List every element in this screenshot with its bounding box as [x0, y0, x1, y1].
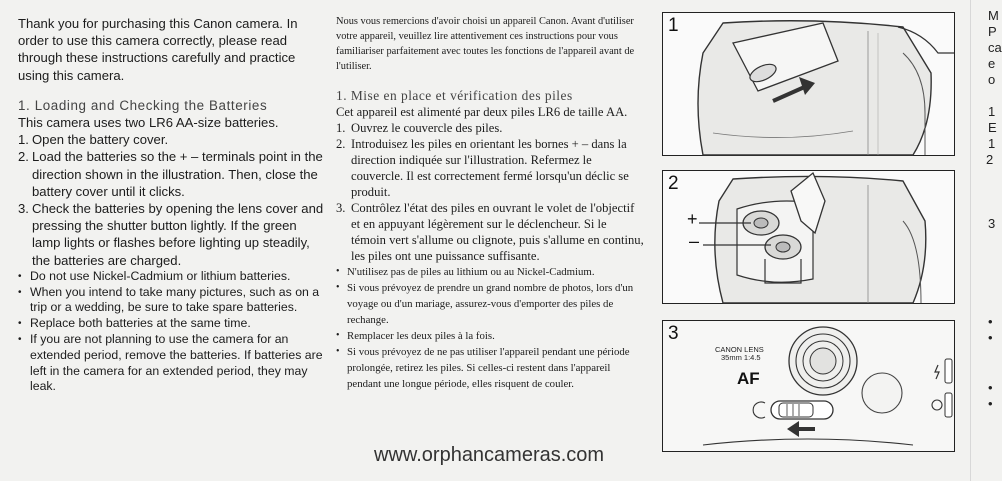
next-page-fragment: 1 [988, 136, 996, 151]
french-lead: Cet appareil est alimenté par deux piles LR6 de taille AA. [336, 105, 628, 119]
english-note: • If you are not planning to use the camera for an extended period, remove the batteries. If batteries are left in the camera for an extended period, they may leak. [18, 332, 323, 394]
english-column [18, 0, 324, 395]
af-logo: AF [737, 369, 760, 388]
english-note: • Replace both batteries at the same time. [18, 316, 251, 331]
next-page-fragment: 1 [988, 104, 996, 119]
battery-compartment-illustration [663, 171, 954, 303]
french-column [336, 0, 644, 392]
next-page-fragment: • [988, 314, 993, 329]
figure-3-label: 3 [668, 323, 679, 344]
french-intro: Nous vous remercions d'avoir choisi un appareil Canon. Avant d'utiliser votre appareil, veuillez lire attentivement ces instructions pour vous familiariser parfaitement avec toutes les fonctions de l'appareil avant de l'utiliser. [336, 16, 635, 72]
french-step: 1. Ouvrez le couvercle des piles. [336, 121, 503, 135]
french-steps [336, 120, 644, 264]
figure-2-label: 2 [668, 173, 679, 194]
camera-bottom-illustration [663, 13, 954, 155]
lens-text-line-2: 35mm 1:4.5 [721, 353, 761, 362]
figure-3-check-batteries [662, 320, 955, 452]
french-step: 2. Introduisez les piles en orientant les bornes + – dans la direction indiquée sur l'illustration. Refermez le couvercle. Il est correctement fermé lorsqu'un déclic se produit. [336, 137, 629, 199]
english-step: 1. Open the battery cover. [18, 132, 169, 148]
figure-2-load-batteries [662, 170, 955, 304]
watermark-url: www.orphancameras.com [374, 444, 605, 466]
next-page-fragment: E [988, 120, 997, 135]
french-notes [336, 264, 644, 392]
minus-terminal-marker: – [689, 231, 700, 251]
next-page-fragment: • [988, 330, 993, 345]
figure-1-label: 1 [668, 15, 679, 36]
english-step: 2. Load the batteries so the + – terminals point in the direction shown in the illustration. Then, close the battery cover until it clicks. [18, 149, 323, 199]
next-page-fragment: e [988, 56, 996, 71]
english-steps [18, 131, 324, 269]
english-note: • When you intend to take many pictures, such as on a trip or a wedding, be sure to take spare batteries. [18, 284, 320, 315]
plus-terminal-marker: + [687, 209, 698, 229]
english-heading: 1. Loading and Checking the Batteries [18, 97, 268, 113]
english-lead: This camera uses two LR6 AA-size batteries. [18, 115, 279, 131]
next-page-fragment: 3 [988, 216, 996, 231]
next-page-fragment: • [988, 380, 993, 395]
next-page-fragment: P [988, 24, 997, 39]
camera-front-illustration [663, 321, 954, 451]
english-step: 3. Check the batteries by opening the lens cover and pressing the shutter button lightly. If the green lamp lights or flashes before lighting up steadily, the batteries are charged. [18, 201, 324, 268]
french-note: • Remplacer les deux piles à la fois. [336, 330, 495, 342]
lens-text-line-1: CANON LENS [715, 345, 764, 354]
french-step: 3. Contrôlez l'état des piles en ouvrant le volet de l'objectif et en appuyant légèrement sur le déclencheur. Si le témoin vert s'allume ou clignote, puis s'allume en continu, les piles ont une puissance suffisante. [336, 201, 644, 263]
next-page-strip [976, 0, 1002, 481]
english-note: • Do not use Nickel-Cadmium or lithium batteries. [18, 268, 291, 283]
next-page-fragment: • [988, 396, 993, 411]
next-page-fragment: M [988, 8, 999, 23]
page-fold [970, 0, 971, 481]
next-page-fragment: ca [988, 40, 1002, 55]
next-page-fragment: 2 [986, 152, 994, 167]
french-note: • N'utilisez pas de piles au lithium ou au Nickel-Cadmium. [336, 266, 595, 278]
french-heading: 1. Mise en place et vérification des piles [336, 88, 573, 103]
figure-1-open-battery-cover [662, 12, 955, 156]
french-note: • Si vous prévoyez de prendre un grand nombre de photos, lors d'un voyage ou d'un mariage, assurez-vous d'emporter des piles de rechange. [336, 282, 634, 326]
french-note: • Si vous prévoyez de ne pas utiliser l'appareil pendant une période prolongée, retirez les piles. Si celles-ci restent dans l'appareil pendant une longue période, elles risquent de couler. [336, 346, 630, 390]
english-notes [18, 269, 324, 395]
next-page-fragment: o [988, 72, 996, 87]
english-intro: Thank you for purchasing this Canon camera. In order to use this camera correctly, please read through these instructions carefully and practice using this camera. [18, 16, 298, 83]
